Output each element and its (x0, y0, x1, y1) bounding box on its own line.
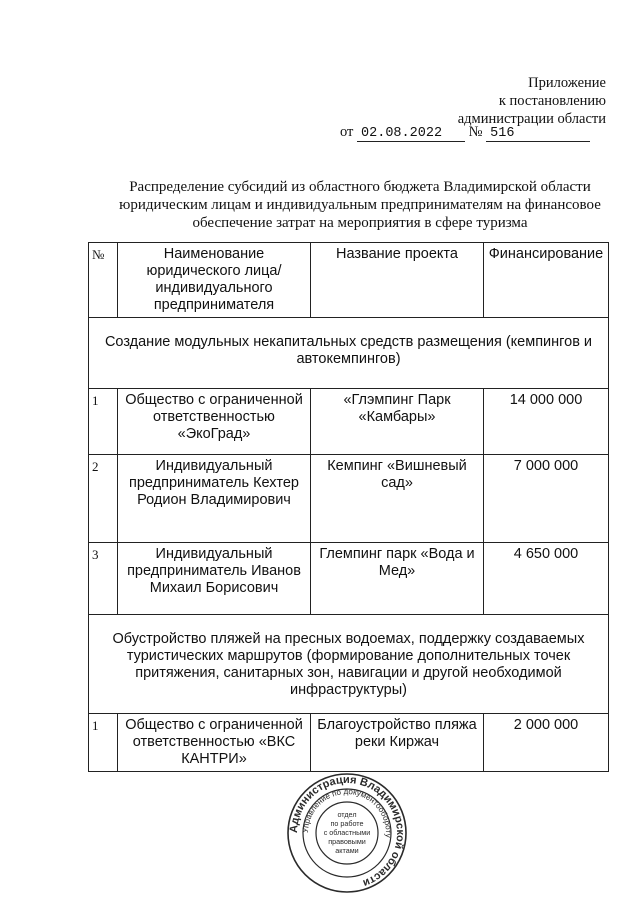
row-name: Индивидуальный предприниматель Иванов Михаил Борисович (118, 543, 311, 615)
row-num: 3 (89, 543, 118, 615)
row-num: 1 (89, 389, 118, 455)
table-row (89, 389, 609, 455)
header-name: Наименование юридического лица/индивидуального предпринимателя (118, 243, 311, 318)
row-finance: 2 000 000 (484, 714, 609, 772)
stamp-inner-text: Управление по документообороту (300, 786, 394, 838)
subsidy-table (88, 242, 609, 772)
resolution-date: 02.08.2022 (361, 126, 443, 141)
row-name: Индивидуальный предприниматель Кехтер Родион Владимирович (118, 455, 311, 543)
number-prefix: № (468, 124, 483, 140)
date-prefix: от (340, 124, 354, 140)
official-stamp (286, 772, 408, 894)
stamp-center-line: правовыми (328, 837, 366, 846)
row-num: 1 (89, 714, 118, 772)
table-header-row (89, 243, 609, 318)
section-title: Создание модульных некапитальных средств размещения (кемпингов и автокемпингов) (89, 318, 609, 389)
stamp-outer-text: Администрация Владимирской области (287, 773, 407, 890)
stamp-center-line: по работе (330, 819, 364, 828)
section-title: Обустройство пляжей на пресных водоемах, поддержку создаваемых туристических маршрутов (формирование дополнительных точек притяжения, санитарных зон, навигации и другой необходимой инфраструктуры) (89, 615, 609, 714)
section-row (89, 318, 609, 389)
row-name: Общество с ограниченной ответственностью «ЭкоГрад» (118, 389, 311, 455)
row-name: Общество с ограниченной ответственностью «ВКС КАНТРИ» (118, 714, 311, 772)
row-finance: 4 650 000 (484, 543, 609, 615)
stamp-center-line: отдел (337, 810, 357, 819)
section-row (89, 615, 609, 714)
table-row (89, 714, 609, 772)
stamp-center-line: с областными (323, 828, 371, 837)
table-row (89, 543, 609, 615)
annex-line-3: администрации области (457, 111, 606, 127)
row-num: 2 (89, 455, 118, 543)
row-project: Благоустройство пляжа реки Киржач (311, 714, 484, 772)
row-finance: 14 000 000 (484, 389, 609, 455)
annex-block (458, 74, 606, 128)
header-project: Название проекта (311, 243, 484, 318)
row-project: Кемпинг «Вишневый сад» (311, 455, 484, 543)
row-finance: 7 000 000 (484, 455, 609, 543)
header-finance: Финансирование (484, 243, 609, 318)
annex-line-1: Приложение (528, 75, 606, 91)
stamp-center-line: актами (335, 846, 359, 855)
resolution-number: 516 (490, 126, 515, 141)
row-project: Глемпинг парк «Вода и Мед» (311, 543, 484, 615)
header-num: № (89, 243, 118, 318)
annex-line-2: к постановлению (498, 93, 606, 109)
document-title: Распределение субсидий из областного бюджета Владимирской области юридическим лицам и индивидуальным предпринимателям на финансовое обеспечение затрат на мероприятия в сфере туризма (119, 179, 601, 231)
table-row (89, 455, 609, 543)
row-project: «Глэмпинг Парк «Камбары» (311, 389, 484, 455)
resolution-date-number (340, 124, 590, 142)
